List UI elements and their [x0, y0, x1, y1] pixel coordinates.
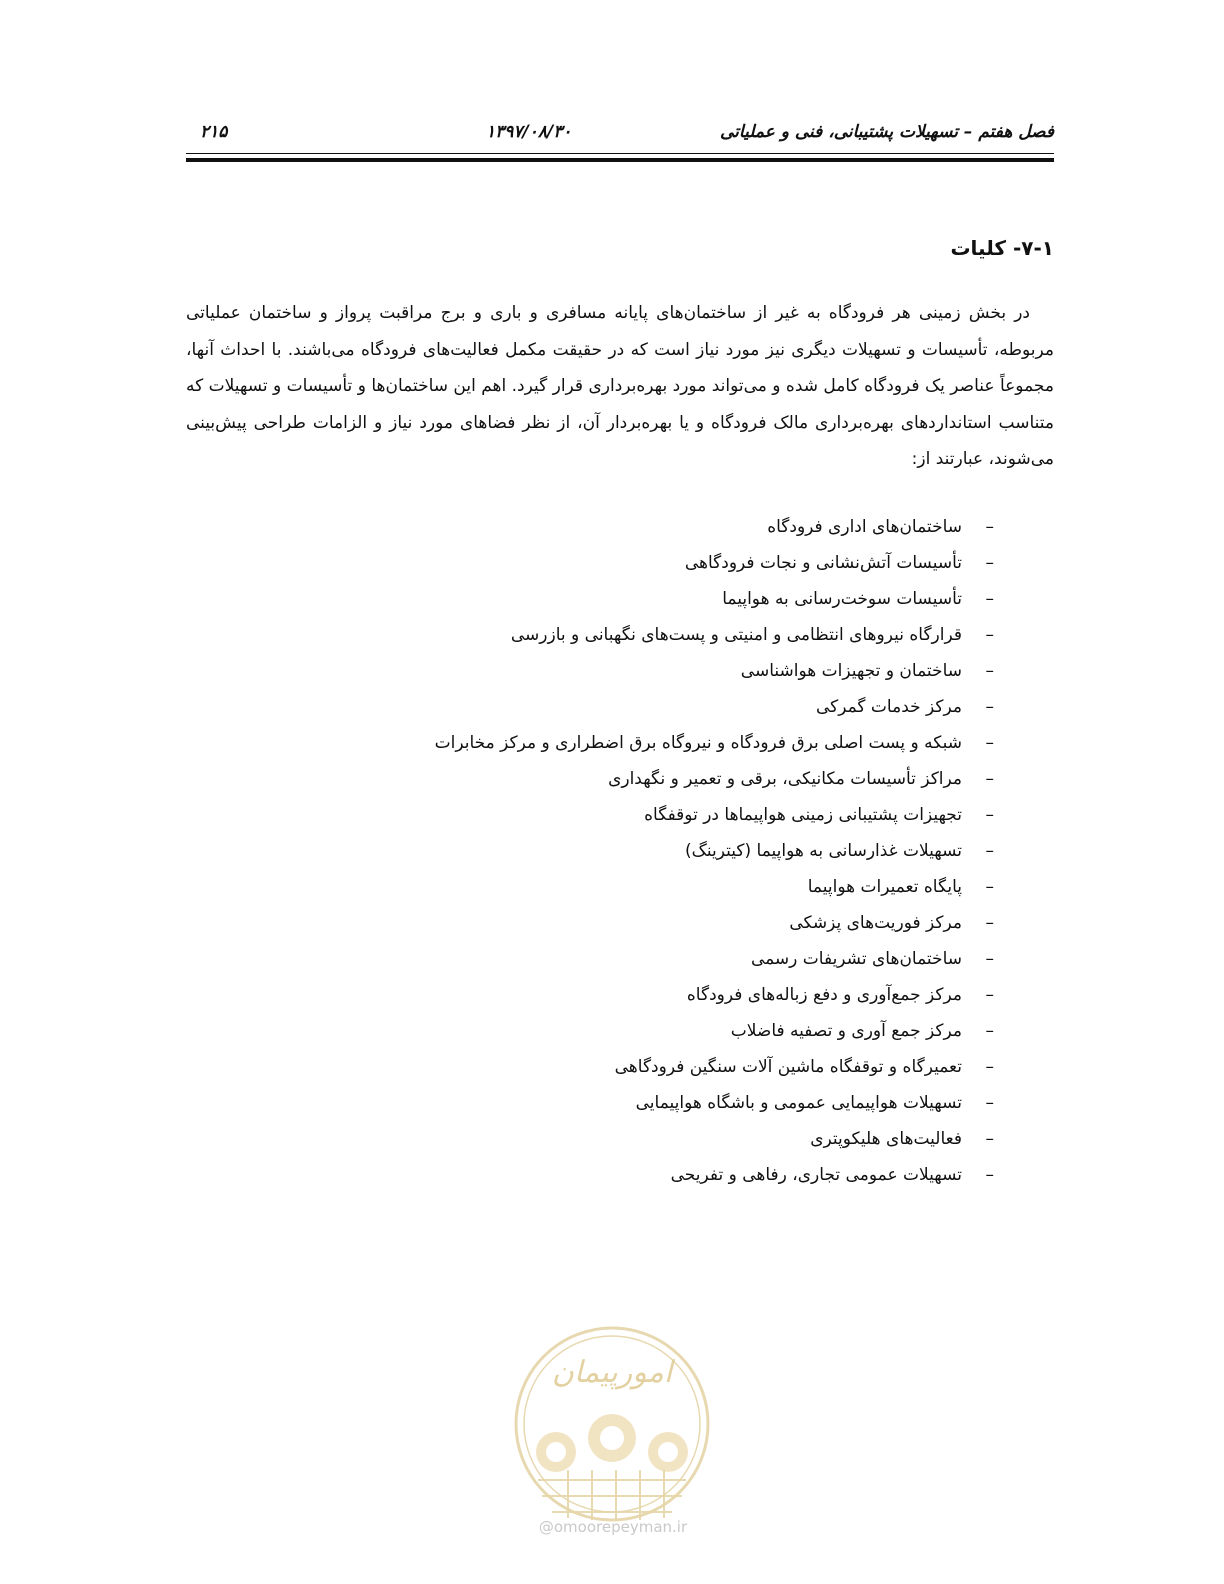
list-item-text: مراکز تأسیسات مکانیکی، برقی و تعمیر و نگهداری: [608, 769, 962, 789]
section-title: ۷-۱- کلیات: [950, 236, 1054, 260]
list-dash: –: [985, 517, 994, 537]
page-header: [186, 118, 1054, 148]
list-dash: –: [985, 1165, 994, 1185]
list-item: [435, 581, 994, 617]
list-dash: –: [985, 589, 994, 609]
list-dash: –: [985, 625, 994, 645]
list-dash: –: [985, 1021, 994, 1041]
list-dash: –: [985, 769, 994, 789]
list-item: [435, 617, 994, 653]
list-dash: –: [985, 1093, 994, 1113]
watermark-site: @omoorepeyman.ir: [538, 1518, 688, 1536]
list-item: [435, 797, 994, 833]
list-item: [435, 833, 994, 869]
list-item: [435, 905, 994, 941]
facilities-list: [435, 509, 994, 1193]
list-dash: –: [985, 841, 994, 861]
list-item: [435, 545, 994, 581]
list-item: [435, 977, 994, 1013]
list-item-text: ساختمان‌های اداری فرودگاه: [767, 517, 962, 537]
list-item: [435, 1013, 994, 1049]
list-item-text: تجهیزات پشتیبانی زمینی هواپیماها در توقفگاه: [644, 805, 962, 825]
list-item: [435, 869, 994, 905]
list-item-text: ساختمان‌های تشریفات رسمی: [750, 949, 962, 969]
list-item-text: تسهیلات غذارسانی به هواپیما (کیترینگ): [685, 841, 962, 861]
list-dash: –: [985, 877, 994, 897]
list-item: [435, 1049, 994, 1085]
list-item: [435, 725, 994, 761]
watermark-logo: [508, 1320, 716, 1542]
list-item: [435, 509, 994, 545]
list-item-text: تأسیسات آتش‌نشانی و نجات فرودگاهی: [684, 553, 962, 573]
list-dash: –: [985, 913, 994, 933]
list-item-text: شبکه و پست اصلی برق فرودگاه و نیروگاه برق اضطراری و مرکز مخابرات: [434, 733, 962, 753]
list-item-text: مرکز فوریت‌های پزشکی: [789, 913, 962, 933]
list-item-text: ساختمان و تجهیزات هواشناسی: [740, 661, 962, 681]
list-dash: –: [985, 553, 994, 573]
list-item: [435, 653, 994, 689]
list-item-text: پایگاه تعمیرات هواپیما: [807, 877, 962, 897]
list-item: [435, 1157, 994, 1193]
list-item: [435, 689, 994, 725]
header-rule-thin: [186, 153, 1054, 154]
list-dash: –: [985, 1057, 994, 1077]
list-item: [435, 941, 994, 977]
list-dash: –: [985, 985, 994, 1005]
list-dash: –: [985, 1129, 994, 1149]
header-date: ۱۳۹۷/۰۸/۳۰: [486, 122, 572, 142]
list-item: [435, 1121, 994, 1157]
list-dash: –: [985, 949, 994, 969]
list-item-text: فعالیت‌های هلیکوپتری: [810, 1129, 962, 1149]
watermark-logo-text: امورپیمان: [551, 1355, 673, 1390]
list-item-text: مرکز جمع‌آوری و دفع زباله‌های فرودگاه: [686, 985, 962, 1005]
header-rule-thick: [186, 158, 1054, 162]
intro-paragraph: در بخش زمینی هر فرودگاه به غیر از ساختمان‌های پایانه مسافری و باری و برج مراقبت پرواز و ساختمان عملیاتی مربوطه، تأسیسات و تسهیلات دیگری نیز مورد نیاز است که در حقیقت مکمل فعالیت‌های فرودگاه می‌باشند. با احداث آنها، مجموعاً عناصر یک فرودگاه کامل شده و می‌تواند مورد بهره‌برداری قرار گیرد. اهم این ساختمان‌ها و تأسیسات و تسهیلات که متناسب استانداردهای بهره‌برداری مالک فرودگاه و یا بهره‌بردار آن، از نظر فضاهای مورد نیاز و الزامات طراحی پیش‌بینی می‌شوند، عبارتند از:: [186, 303, 1054, 469]
list-dash: –: [985, 697, 994, 717]
list-item-text: قرارگاه نیروهای انتظامی و امنیتی و پست‌های نگهبانی و بازرسی: [510, 625, 962, 645]
list-dash: –: [985, 733, 994, 753]
list-item: [435, 1085, 994, 1121]
list-item-text: مرکز خدمات گمرکی: [815, 697, 962, 717]
page-number: ۲۱۵: [200, 122, 228, 142]
chapter-title: فصل هفتم – تسهیلات پشتیبانی، فنی و عملیاتی: [720, 122, 1054, 142]
list-item-text: مرکز جمع آوری و تصفیه فاضلاب: [730, 1021, 962, 1041]
list-dash: –: [985, 661, 994, 681]
list-item-text: تعمیرگاه و توقفگاه ماشین آلات سنگین فرودگاهی: [614, 1057, 962, 1077]
list-item: [435, 761, 994, 797]
list-item-text: تأسیسات سوخت‌رسانی به هواپیما: [722, 589, 962, 609]
list-item-text: تسهیلات هواپیمایی عمومی و باشگاه هواپیمایی: [635, 1093, 962, 1113]
list-item-text: تسهیلات عمومی تجاری، رفاهی و تفریحی: [670, 1165, 962, 1185]
list-dash: –: [985, 805, 994, 825]
